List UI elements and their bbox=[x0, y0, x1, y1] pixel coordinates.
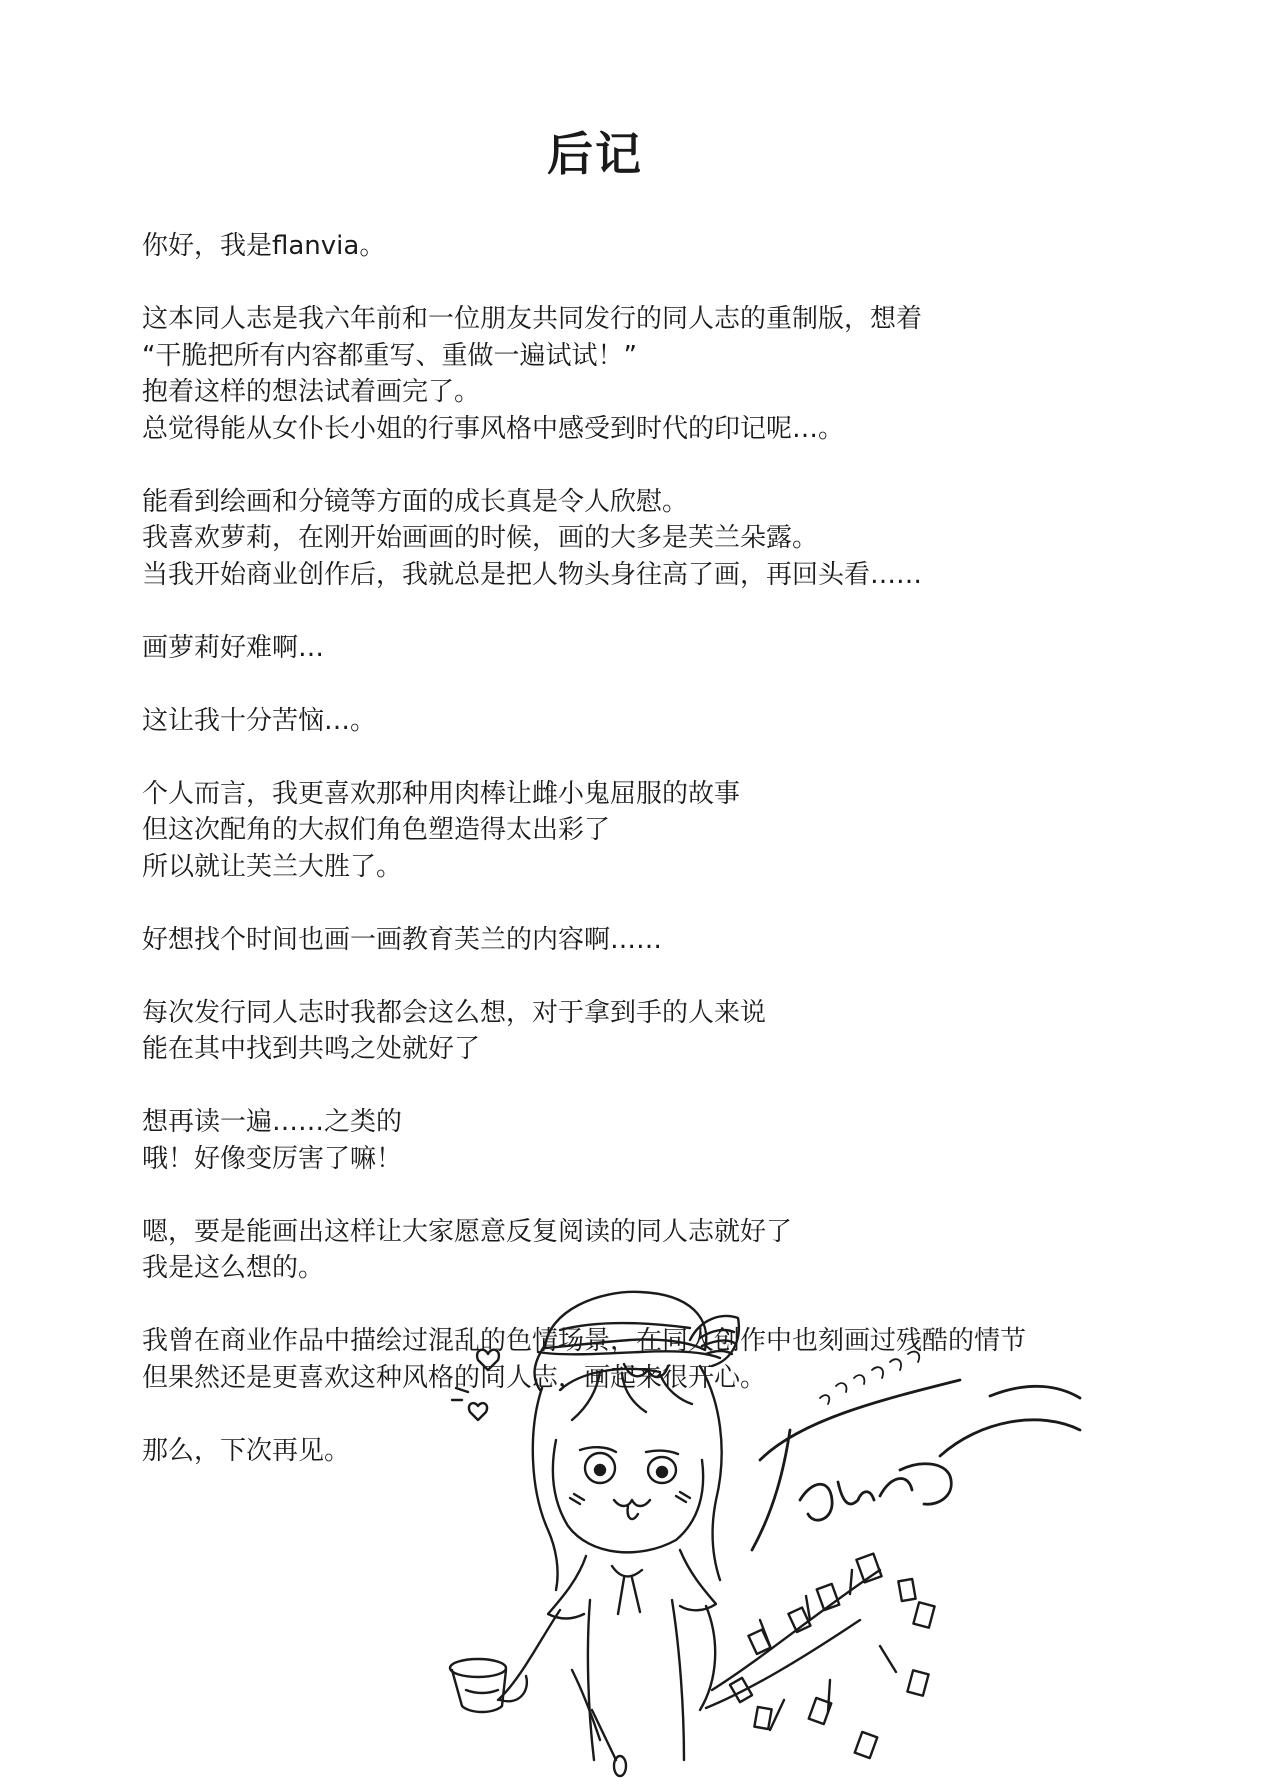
text-line: 你好，我是flanvia。 bbox=[142, 231, 386, 261]
afterword-paragraph bbox=[142, 630, 1142, 667]
text-line: 好想找个时间也画一画教育芙兰的内容啊…… bbox=[142, 924, 663, 955]
text-line: 我曾在商业作品中描绘过混乱的色情场景，在同人创作中也刻画过残酷的情节 bbox=[142, 1326, 1027, 1356]
afterword-paragraph bbox=[142, 1433, 1142, 1470]
afterword-paragraph bbox=[142, 776, 1142, 886]
text-line: 所以就让芙兰大胜了。 bbox=[142, 851, 403, 882]
crystal-wing bbox=[706, 1554, 935, 1758]
body bbox=[498, 1550, 716, 1776]
text-line: 总觉得能从女仆长小姐的行事风格中感受到时代的印记呢…。 bbox=[142, 413, 845, 444]
afterword-paragraph bbox=[142, 301, 1142, 447]
afterword-paragraph bbox=[142, 922, 1142, 959]
page-title: 后记 bbox=[547, 127, 643, 181]
text-line: 能在其中找到共鸣之处就好了 bbox=[142, 1034, 481, 1064]
text-line: 哦！好像变厉害了嘛！ bbox=[142, 1143, 403, 1174]
text-line: 抱着这样的想法试着画完了。 bbox=[142, 377, 481, 407]
text-line: 个人而言，我更喜欢那种用肉棒让雌小鬼屈服的故事 bbox=[142, 778, 741, 809]
text-line: 那么，下次再见。 bbox=[142, 1435, 351, 1466]
text-line: 想再读一遍……之类的 bbox=[142, 1107, 403, 1137]
text-line: 这本同人志是我六年前和一位朋友共同发行的同人志的重制版，想着 bbox=[142, 304, 923, 334]
text-line: 但这次配角的大叔们角色塑造得太出彩了 bbox=[142, 815, 611, 845]
text-line: 我是这么想的。 bbox=[142, 1253, 325, 1283]
text-line: 我喜欢萝莉，在刚开始画画的时候，画的大多是芙兰朵露。 bbox=[142, 523, 819, 553]
afterword-paragraph bbox=[142, 703, 1142, 740]
afterword-paragraph bbox=[142, 1104, 1142, 1177]
text-line: 每次发行同人志时我都会这么想，对于拿到手的人来说 bbox=[142, 997, 767, 1028]
pudding-cup bbox=[450, 1659, 527, 1712]
afterword-body bbox=[142, 228, 1142, 1506]
text-line: 嗯，要是能画出这样让大家愿意反复阅读的同人志就好了 bbox=[142, 1216, 793, 1247]
afterword-paragraph bbox=[142, 995, 1142, 1068]
text-line: “干脆把所有内容都重写、重做一遍试试！” bbox=[142, 340, 637, 371]
afterword-paragraph bbox=[142, 1323, 1142, 1396]
text-line: 当我开始商业创作后，我就总是把人物头身往高了画，再回头看…… bbox=[142, 559, 923, 590]
text-line: 能看到绘画和分镜等方面的成长真是令人欣慰。 bbox=[142, 486, 689, 517]
afterword-paragraph bbox=[142, 484, 1142, 594]
text-line: 这让我十分苦恼…。 bbox=[142, 705, 377, 736]
afterword-paragraph bbox=[142, 1214, 1142, 1287]
text-line: 但果然还是更喜欢这种风格的同人志，画起来很开心。 bbox=[142, 1362, 767, 1393]
afterword-paragraph bbox=[142, 228, 1142, 265]
text-line: 画萝莉好难啊… bbox=[142, 632, 325, 663]
